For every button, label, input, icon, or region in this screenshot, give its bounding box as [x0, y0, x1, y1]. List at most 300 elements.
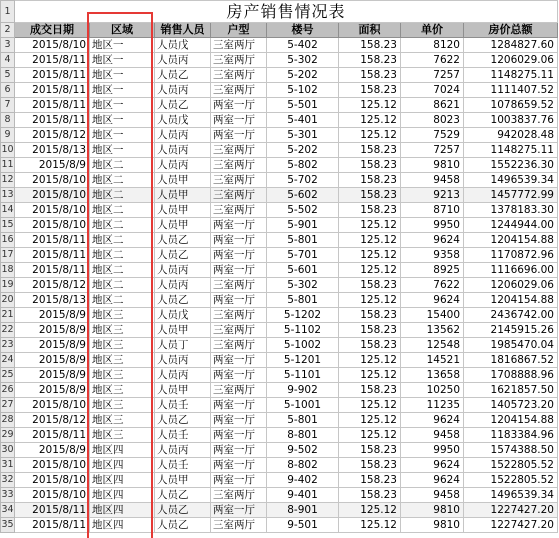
row-number[interactable]: 14	[1, 203, 15, 218]
cell-total-price[interactable]: 1078659.52	[464, 98, 558, 113]
cell-building[interactable]: 5-1201	[267, 353, 339, 368]
cell-building[interactable]: 8-901	[267, 503, 339, 518]
cell-unit-price[interactable]: 7257	[401, 68, 464, 83]
cell-salesperson[interactable]: 人员乙	[155, 413, 211, 428]
cell-unit-price[interactable]: 14521	[401, 353, 464, 368]
cell-total-price[interactable]: 942028.48	[464, 128, 558, 143]
cell-building[interactable]: 5-1001	[267, 398, 339, 413]
cell-total-price[interactable]: 1816867.52	[464, 353, 558, 368]
cell-salesperson[interactable]: 人员丙	[155, 143, 211, 158]
cell-total-price[interactable]: 1116696.00	[464, 263, 558, 278]
cell-region[interactable]: 地区三	[90, 428, 155, 443]
cell-building[interactable]: 5-202	[267, 68, 339, 83]
row-number[interactable]: 10	[1, 143, 15, 158]
cell-total-price[interactable]: 1148275.11	[464, 68, 558, 83]
cell-date[interactable]: 2015/8/11	[15, 83, 90, 98]
cell-area[interactable]: 158.23	[339, 68, 401, 83]
cell-building[interactable]: 5-601	[267, 263, 339, 278]
cell-unit-type[interactable]: 三室两厅	[211, 143, 267, 158]
cell-salesperson[interactable]: 人员壬	[155, 428, 211, 443]
cell-total-price[interactable]: 1148275.11	[464, 143, 558, 158]
cell-total-price[interactable]: 1170872.96	[464, 248, 558, 263]
cell-region[interactable]: 地区三	[90, 323, 155, 338]
row-number[interactable]: 28	[1, 413, 15, 428]
cell-region[interactable]: 地区四	[90, 473, 155, 488]
row-number[interactable]: 29	[1, 428, 15, 443]
cell-date[interactable]: 2015/8/11	[15, 428, 90, 443]
cell-region[interactable]: 地区二	[90, 203, 155, 218]
header-unit-type[interactable]: 户型	[211, 23, 267, 38]
cell-unit-type[interactable]: 三室两厅	[211, 173, 267, 188]
cell-region[interactable]: 地区三	[90, 383, 155, 398]
cell-unit-price[interactable]: 8023	[401, 113, 464, 128]
cell-region[interactable]: 地区四	[90, 503, 155, 518]
cell-building[interactable]: 9-402	[267, 473, 339, 488]
cell-region[interactable]: 地区四	[90, 518, 155, 533]
cell-region[interactable]: 地区一	[90, 68, 155, 83]
cell-unit-price[interactable]: 9358	[401, 248, 464, 263]
cell-area[interactable]: 158.23	[339, 443, 401, 458]
row-number[interactable]: 19	[1, 278, 15, 293]
cell-unit-type[interactable]: 两室一厅	[211, 443, 267, 458]
cell-building[interactable]: 5-202	[267, 143, 339, 158]
cell-unit-price[interactable]: 7257	[401, 143, 464, 158]
cell-date[interactable]: 2015/8/11	[15, 248, 90, 263]
cell-unit-price[interactable]: 9624	[401, 473, 464, 488]
row-number[interactable]: 11	[1, 158, 15, 173]
cell-date[interactable]: 2015/8/13	[15, 143, 90, 158]
cell-region[interactable]: 地区一	[90, 113, 155, 128]
cell-unit-type[interactable]: 三室两厅	[211, 518, 267, 533]
cell-unit-price[interactable]: 9810	[401, 518, 464, 533]
header-total-price[interactable]: 房价总额	[464, 23, 558, 38]
cell-area[interactable]: 158.23	[339, 473, 401, 488]
row-number[interactable]: 33	[1, 488, 15, 503]
cell-building[interactable]: 5-1102	[267, 323, 339, 338]
cell-date[interactable]: 2015/8/9	[15, 308, 90, 323]
cell-building[interactable]: 5-602	[267, 188, 339, 203]
cell-total-price[interactable]: 1183384.96	[464, 428, 558, 443]
row-number[interactable]: 8	[1, 113, 15, 128]
cell-region[interactable]: 地区三	[90, 368, 155, 383]
cell-unit-type[interactable]: 三室两厅	[211, 158, 267, 173]
cell-date[interactable]: 2015/8/10	[15, 173, 90, 188]
row-number[interactable]: 32	[1, 473, 15, 488]
cell-unit-type[interactable]: 三室两厅	[211, 203, 267, 218]
cell-unit-price[interactable]: 7622	[401, 278, 464, 293]
cell-date[interactable]: 2015/8/11	[15, 503, 90, 518]
header-unit-price[interactable]: 单价	[401, 23, 464, 38]
cell-unit-price[interactable]: 10250	[401, 383, 464, 398]
cell-total-price[interactable]: 1405723.20	[464, 398, 558, 413]
row-number[interactable]: 23	[1, 338, 15, 353]
cell-total-price[interactable]: 1378183.30	[464, 203, 558, 218]
row-number[interactable]: 31	[1, 458, 15, 473]
cell-area[interactable]: 158.23	[339, 383, 401, 398]
cell-total-price[interactable]: 1284827.60	[464, 38, 558, 53]
header-date[interactable]: 成交日期	[15, 23, 90, 38]
sheet-title[interactable]: 房产销售情况表	[15, 1, 558, 23]
cell-total-price[interactable]: 1522805.52	[464, 473, 558, 488]
cell-unit-type[interactable]: 两室一厅	[211, 458, 267, 473]
row-number[interactable]: 24	[1, 353, 15, 368]
cell-date[interactable]: 2015/8/11	[15, 263, 90, 278]
cell-unit-type[interactable]: 三室两厅	[211, 308, 267, 323]
cell-salesperson[interactable]: 人员乙	[155, 518, 211, 533]
cell-area[interactable]: 158.23	[339, 158, 401, 173]
cell-salesperson[interactable]: 人员丙	[155, 53, 211, 68]
cell-date[interactable]: 2015/8/11	[15, 233, 90, 248]
row-number[interactable]: 7	[1, 98, 15, 113]
cell-region[interactable]: 地区四	[90, 443, 155, 458]
cell-unit-type[interactable]: 三室两厅	[211, 188, 267, 203]
cell-unit-price[interactable]: 8621	[401, 98, 464, 113]
cell-building[interactable]: 9-401	[267, 488, 339, 503]
cell-region[interactable]: 地区二	[90, 293, 155, 308]
cell-total-price[interactable]: 1206029.06	[464, 278, 558, 293]
cell-total-price[interactable]: 1204154.88	[464, 233, 558, 248]
cell-unit-price[interactable]: 9624	[401, 293, 464, 308]
row-number[interactable]: 35	[1, 518, 15, 533]
cell-total-price[interactable]: 1552236.30	[464, 158, 558, 173]
row-number[interactable]: 6	[1, 83, 15, 98]
cell-date[interactable]: 2015/8/10	[15, 38, 90, 53]
cell-salesperson[interactable]: 人员甲	[155, 473, 211, 488]
cell-area[interactable]: 158.23	[339, 188, 401, 203]
cell-unit-type[interactable]: 三室两厅	[211, 53, 267, 68]
cell-date[interactable]: 2015/8/11	[15, 53, 90, 68]
cell-area[interactable]: 125.12	[339, 503, 401, 518]
cell-date[interactable]: 2015/8/12	[15, 128, 90, 143]
cell-unit-price[interactable]: 9624	[401, 413, 464, 428]
row-number[interactable]: 18	[1, 263, 15, 278]
cell-total-price[interactable]: 1204154.88	[464, 413, 558, 428]
cell-date[interactable]: 2015/8/10	[15, 488, 90, 503]
cell-area[interactable]: 158.23	[339, 143, 401, 158]
row-number[interactable]: 15	[1, 218, 15, 233]
cell-salesperson[interactable]: 人员乙	[155, 488, 211, 503]
cell-unit-type[interactable]: 两室一厅	[211, 263, 267, 278]
cell-unit-price[interactable]: 9458	[401, 488, 464, 503]
row-number[interactable]: 20	[1, 293, 15, 308]
cell-area[interactable]: 158.23	[339, 323, 401, 338]
cell-unit-type[interactable]: 两室一厅	[211, 398, 267, 413]
cell-salesperson[interactable]: 人员甲	[155, 218, 211, 233]
cell-region[interactable]: 地区二	[90, 278, 155, 293]
header-area[interactable]: 面积	[339, 23, 401, 38]
cell-region[interactable]: 地区三	[90, 308, 155, 323]
cell-unit-price[interactable]: 8925	[401, 263, 464, 278]
row-number[interactable]: 9	[1, 128, 15, 143]
cell-date[interactable]: 2015/8/11	[15, 98, 90, 113]
cell-total-price[interactable]: 1496539.34	[464, 488, 558, 503]
cell-unit-price[interactable]: 9458	[401, 428, 464, 443]
cell-total-price[interactable]: 1708888.96	[464, 368, 558, 383]
cell-unit-type[interactable]: 三室两厅	[211, 38, 267, 53]
cell-building[interactable]: 5-501	[267, 98, 339, 113]
cell-salesperson[interactable]: 人员戊	[155, 308, 211, 323]
cell-area[interactable]: 158.23	[339, 173, 401, 188]
cell-unit-price[interactable]: 9950	[401, 218, 464, 233]
cell-building[interactable]: 5-502	[267, 203, 339, 218]
cell-region[interactable]: 地区二	[90, 233, 155, 248]
cell-date[interactable]: 2015/8/10	[15, 218, 90, 233]
cell-salesperson[interactable]: 人员丙	[155, 353, 211, 368]
cell-salesperson[interactable]: 人员丙	[155, 128, 211, 143]
cell-building[interactable]: 5-301	[267, 128, 339, 143]
cell-total-price[interactable]: 1206029.06	[464, 53, 558, 68]
cell-area[interactable]: 125.12	[339, 218, 401, 233]
cell-area[interactable]: 125.12	[339, 113, 401, 128]
cell-date[interactable]: 2015/8/9	[15, 338, 90, 353]
row-number[interactable]: 12	[1, 173, 15, 188]
cell-region[interactable]: 地区三	[90, 398, 155, 413]
cell-date[interactable]: 2015/8/9	[15, 443, 90, 458]
cell-unit-price[interactable]: 12548	[401, 338, 464, 353]
cell-salesperson[interactable]: 人员甲	[155, 188, 211, 203]
cell-unit-type[interactable]: 三室两厅	[211, 383, 267, 398]
cell-building[interactable]: 5-801	[267, 413, 339, 428]
cell-date[interactable]: 2015/8/10	[15, 203, 90, 218]
header-salesperson[interactable]: 销售人员	[155, 23, 211, 38]
cell-area[interactable]: 158.23	[339, 458, 401, 473]
cell-area[interactable]: 125.12	[339, 518, 401, 533]
cell-region[interactable]: 地区二	[90, 218, 155, 233]
cell-date[interactable]: 2015/8/12	[15, 413, 90, 428]
cell-unit-type[interactable]: 三室两厅	[211, 83, 267, 98]
cell-unit-type[interactable]: 两室一厅	[211, 98, 267, 113]
cell-total-price[interactable]: 1227427.20	[464, 518, 558, 533]
cell-region[interactable]: 地区一	[90, 143, 155, 158]
cell-salesperson[interactable]: 人员乙	[155, 248, 211, 263]
cell-date[interactable]: 2015/8/10	[15, 473, 90, 488]
cell-area[interactable]: 125.12	[339, 98, 401, 113]
cell-unit-price[interactable]: 9950	[401, 443, 464, 458]
cell-region[interactable]: 地区四	[90, 458, 155, 473]
cell-unit-type[interactable]: 两室一厅	[211, 128, 267, 143]
cell-area[interactable]: 125.12	[339, 263, 401, 278]
row-number[interactable]: 26	[1, 383, 15, 398]
cell-total-price[interactable]: 1111407.52	[464, 83, 558, 98]
cell-total-price[interactable]: 1244944.00	[464, 218, 558, 233]
row-number[interactable]: 34	[1, 503, 15, 518]
cell-date[interactable]: 2015/8/11	[15, 113, 90, 128]
cell-area[interactable]: 125.12	[339, 248, 401, 263]
cell-building[interactable]: 5-1002	[267, 338, 339, 353]
cell-salesperson[interactable]: 人员丙	[155, 83, 211, 98]
cell-date[interactable]: 2015/8/9	[15, 353, 90, 368]
cell-region[interactable]: 地区一	[90, 128, 155, 143]
cell-date[interactable]: 2015/8/11	[15, 68, 90, 83]
header-building[interactable]: 楼号	[267, 23, 339, 38]
row-number[interactable]: 16	[1, 233, 15, 248]
cell-salesperson[interactable]: 人员丙	[155, 158, 211, 173]
cell-date[interactable]: 2015/8/9	[15, 368, 90, 383]
cell-unit-price[interactable]: 9810	[401, 503, 464, 518]
cell-date[interactable]: 2015/8/10	[15, 398, 90, 413]
cell-unit-type[interactable]: 三室两厅	[211, 68, 267, 83]
cell-building[interactable]: 5-1202	[267, 308, 339, 323]
cell-total-price[interactable]: 1496539.34	[464, 173, 558, 188]
cell-total-price[interactable]: 2145915.26	[464, 323, 558, 338]
row-number[interactable]: 4	[1, 53, 15, 68]
cell-area[interactable]: 158.23	[339, 38, 401, 53]
cell-building[interactable]: 9-902	[267, 383, 339, 398]
cell-region[interactable]: 地区二	[90, 158, 155, 173]
cell-salesperson[interactable]: 人员甲	[155, 323, 211, 338]
cell-unit-type[interactable]: 两室一厅	[211, 428, 267, 443]
cell-salesperson[interactable]: 人员壬	[155, 398, 211, 413]
cell-salesperson[interactable]: 人员戊	[155, 113, 211, 128]
cell-total-price[interactable]: 1621857.50	[464, 383, 558, 398]
cell-area[interactable]: 158.23	[339, 308, 401, 323]
cell-date[interactable]: 2015/8/12	[15, 278, 90, 293]
cell-salesperson[interactable]: 人员壬	[155, 458, 211, 473]
row-number[interactable]: 22	[1, 323, 15, 338]
cell-unit-type[interactable]: 两室一厅	[211, 413, 267, 428]
cell-unit-type[interactable]: 两室一厅	[211, 233, 267, 248]
cell-unit-price[interactable]: 8120	[401, 38, 464, 53]
row-number[interactable]: 2	[1, 23, 15, 38]
cell-area[interactable]: 125.12	[339, 413, 401, 428]
cell-building[interactable]: 5-701	[267, 248, 339, 263]
cell-area[interactable]: 125.12	[339, 293, 401, 308]
cell-unit-price[interactable]: 11235	[401, 398, 464, 413]
cell-unit-type[interactable]: 两室一厅	[211, 503, 267, 518]
cell-area[interactable]: 125.12	[339, 428, 401, 443]
cell-region[interactable]: 地区一	[90, 83, 155, 98]
cell-unit-price[interactable]: 13562	[401, 323, 464, 338]
cell-salesperson[interactable]: 人员戊	[155, 38, 211, 53]
cell-salesperson[interactable]: 人员甲	[155, 203, 211, 218]
cell-total-price[interactable]: 1204154.88	[464, 293, 558, 308]
cell-building[interactable]: 5-1101	[267, 368, 339, 383]
cell-unit-type[interactable]: 两室一厅	[211, 473, 267, 488]
header-region[interactable]: 区域	[90, 23, 155, 38]
cell-unit-type[interactable]: 三室两厅	[211, 278, 267, 293]
cell-unit-price[interactable]: 13658	[401, 368, 464, 383]
cell-building[interactable]: 9-501	[267, 518, 339, 533]
cell-unit-price[interactable]: 9810	[401, 158, 464, 173]
cell-total-price[interactable]: 1003837.76	[464, 113, 558, 128]
cell-area[interactable]: 158.23	[339, 488, 401, 503]
row-number[interactable]: 27	[1, 398, 15, 413]
cell-region[interactable]: 地区一	[90, 38, 155, 53]
cell-region[interactable]: 地区一	[90, 53, 155, 68]
cell-region[interactable]: 地区二	[90, 263, 155, 278]
row-number[interactable]: 5	[1, 68, 15, 83]
cell-unit-price[interactable]: 7529	[401, 128, 464, 143]
cell-area[interactable]: 125.12	[339, 128, 401, 143]
cell-salesperson[interactable]: 人员乙	[155, 68, 211, 83]
cell-date[interactable]: 2015/8/9	[15, 383, 90, 398]
cell-area[interactable]: 125.12	[339, 368, 401, 383]
cell-salesperson[interactable]: 人员乙	[155, 503, 211, 518]
cell-unit-price[interactable]: 9213	[401, 188, 464, 203]
row-number[interactable]: 17	[1, 248, 15, 263]
row-number[interactable]: 13	[1, 188, 15, 203]
cell-unit-type[interactable]: 两室一厅	[211, 368, 267, 383]
cell-total-price[interactable]: 1457772.99	[464, 188, 558, 203]
cell-area[interactable]: 158.23	[339, 278, 401, 293]
cell-date[interactable]: 2015/8/9	[15, 158, 90, 173]
cell-salesperson[interactable]: 人员丁	[155, 338, 211, 353]
cell-building[interactable]: 5-402	[267, 38, 339, 53]
cell-area[interactable]: 158.23	[339, 203, 401, 218]
cell-date[interactable]: 2015/8/10	[15, 188, 90, 203]
cell-unit-type[interactable]: 三室两厅	[211, 338, 267, 353]
cell-unit-price[interactable]: 9624	[401, 458, 464, 473]
cell-building[interactable]: 8-801	[267, 428, 339, 443]
cell-building[interactable]: 5-102	[267, 83, 339, 98]
cell-area[interactable]: 158.23	[339, 83, 401, 98]
cell-unit-type[interactable]: 两室一厅	[211, 293, 267, 308]
row-number[interactable]: 21	[1, 308, 15, 323]
cell-unit-type[interactable]: 两室一厅	[211, 353, 267, 368]
cell-unit-type[interactable]: 两室一厅	[211, 218, 267, 233]
cell-region[interactable]: 地区三	[90, 338, 155, 353]
cell-salesperson[interactable]: 人员乙	[155, 98, 211, 113]
cell-region[interactable]: 地区四	[90, 488, 155, 503]
cell-building[interactable]: 5-802	[267, 158, 339, 173]
cell-region[interactable]: 地区三	[90, 353, 155, 368]
cell-area[interactable]: 158.23	[339, 338, 401, 353]
cell-unit-type[interactable]: 三室两厅	[211, 488, 267, 503]
cell-unit-type[interactable]: 三室两厅	[211, 323, 267, 338]
cell-region[interactable]: 地区三	[90, 413, 155, 428]
cell-unit-price[interactable]: 7622	[401, 53, 464, 68]
cell-unit-type[interactable]: 两室一厅	[211, 113, 267, 128]
cell-area[interactable]: 125.12	[339, 353, 401, 368]
cell-building[interactable]: 5-801	[267, 293, 339, 308]
cell-salesperson[interactable]: 人员丙	[155, 443, 211, 458]
row-number[interactable]: 3	[1, 38, 15, 53]
cell-region[interactable]: 地区二	[90, 173, 155, 188]
cell-unit-price[interactable]: 9624	[401, 233, 464, 248]
cell-total-price[interactable]: 2436742.00	[464, 308, 558, 323]
cell-total-price[interactable]: 1985470.04	[464, 338, 558, 353]
cell-date[interactable]: 2015/8/10	[15, 458, 90, 473]
row-number[interactable]: 25	[1, 368, 15, 383]
cell-total-price[interactable]: 1574388.50	[464, 443, 558, 458]
cell-salesperson[interactable]: 人员甲	[155, 173, 211, 188]
cell-building[interactable]: 5-302	[267, 53, 339, 68]
cell-region[interactable]: 地区一	[90, 98, 155, 113]
cell-building[interactable]: 5-901	[267, 218, 339, 233]
cell-salesperson[interactable]: 人员丙	[155, 368, 211, 383]
cell-salesperson[interactable]: 人员乙	[155, 233, 211, 248]
cell-salesperson[interactable]: 人员丙	[155, 263, 211, 278]
row-number[interactable]: 1	[1, 1, 15, 23]
cell-area[interactable]: 125.12	[339, 233, 401, 248]
cell-area[interactable]: 158.23	[339, 53, 401, 68]
row-number[interactable]: 30	[1, 443, 15, 458]
cell-unit-price[interactable]: 15400	[401, 308, 464, 323]
cell-unit-price[interactable]: 8710	[401, 203, 464, 218]
cell-building[interactable]: 5-302	[267, 278, 339, 293]
cell-region[interactable]: 地区二	[90, 248, 155, 263]
cell-area[interactable]: 125.12	[339, 398, 401, 413]
cell-building[interactable]: 5-702	[267, 173, 339, 188]
cell-unit-price[interactable]: 9458	[401, 173, 464, 188]
cell-date[interactable]: 2015/8/13	[15, 293, 90, 308]
cell-salesperson[interactable]: 人员丙	[155, 278, 211, 293]
cell-salesperson[interactable]: 人员甲	[155, 383, 211, 398]
cell-unit-price[interactable]: 7024	[401, 83, 464, 98]
cell-date[interactable]: 2015/8/11	[15, 518, 90, 533]
cell-building[interactable]: 5-801	[267, 233, 339, 248]
cell-total-price[interactable]: 1227427.20	[464, 503, 558, 518]
